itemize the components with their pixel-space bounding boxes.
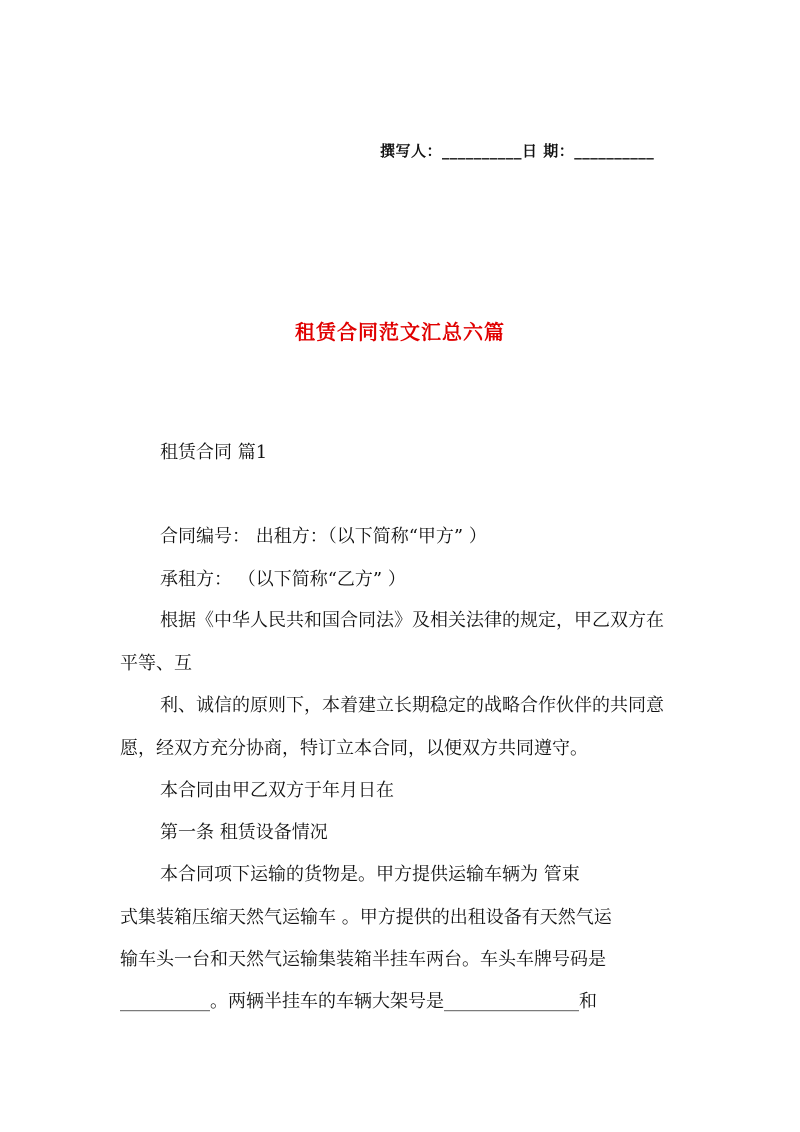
paragraph-equipment: 式集装箱压缩天然气运输车 。甲方提供的出租设备有天然气运 (120, 907, 612, 928)
document-title: 租赁合同范文汇总六篇 (295, 320, 505, 344)
article-one-heading: 第一条 租赁设备情况 (160, 822, 328, 843)
paragraph-signing: 本合同由甲乙双方于年月日在 (160, 780, 394, 801)
paragraph-principles-cont: 愿，经双方充分协商，特订立本合同，以便双方共同遵守。 (120, 738, 588, 759)
paragraph-equipment-cont: 输车头一台和天然气运输集装箱半挂车两台。车头车牌号码是 (120, 949, 606, 970)
paragraph-legal-basis-cont: 平等、互 (120, 653, 192, 674)
author-date-line: 撰写人：__________日 期：__________ (380, 142, 655, 160)
paragraph-cargo: 本合同项下运输的货物是。甲方提供运输车辆为 管束 (160, 864, 580, 885)
section-heading: 租赁合同 篇1 (160, 442, 268, 463)
paragraph-lessee: 承租方： （以下简称“乙方” ） (160, 569, 406, 590)
paragraph-plate-numbers: __________。两辆半挂车的车辆大架号是_______________和 (120, 991, 597, 1012)
paragraph-principles: 利、诚信的原则下，本着建立长期稳定的战略合作伙伴的共同意 (160, 695, 664, 716)
paragraph-contract-number: 合同编号： 出租方：（以下简称“甲方” ） (160, 526, 487, 547)
paragraph-legal-basis: 根据《中华人民共和国合同法》及相关法律的规定，甲乙双方在 (160, 610, 664, 631)
